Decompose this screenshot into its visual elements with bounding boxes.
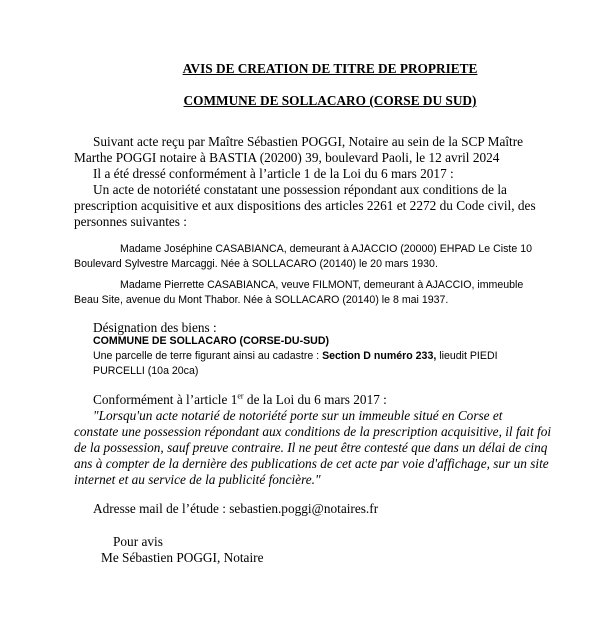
notice-subtitle: COMMUNE DE SOLLACARO (CORSE DU SUD) <box>183 93 477 108</box>
intro-line-1: Suivant acte reçu par Maître Sébastien POGGI, Notaire au sein de la SCP Maître <box>93 134 524 149</box>
conformity-pre: Conformément à l’article 1 <box>93 392 238 407</box>
quote-line-3: de la possession, sauf preuve contraire. Il ne peut être contesté que dans un délai de cinq <box>74 440 548 455</box>
notice-title: AVIS DE CREATION DE TITRE DE PROPRIETE <box>182 61 478 76</box>
person-2-line-1: Madame Pierrette CASABIANCA, veuve FILMONT, demeurant à AJACCIO, immeuble <box>120 279 524 291</box>
person-1-line-1: Madame Joséphine CASABIANCA, demeurant à AJACCIO (20000) EHPAD Le Ciste 10 <box>120 243 532 255</box>
quote-line-5: internet et au service de la publicité foncière." <box>74 472 321 487</box>
parcel-line-1 <box>93 349 498 364</box>
designation-commune: COMMUNE DE SOLLACARO (CORSE-DU-SUD) <box>93 335 329 347</box>
office-email: Adresse mail de l’étude : sebastien.poggi@notaires.fr <box>93 501 379 516</box>
intro-line-6: personnes suivantes : <box>74 214 188 229</box>
parcel-section: Section D numéro 233, <box>322 350 437 362</box>
quote-line-1: "Lorsqu'un acte notarié de notoriété porte sur un immeuble situé en Corse et <box>93 408 503 423</box>
intro-line-4: Un acte de notoriété constatant une possession répondant aux conditions de la <box>93 182 507 197</box>
closing-pour-avis: Pour avis <box>113 534 163 549</box>
conformity-heading <box>93 392 387 409</box>
parcel-pre: Une parcelle de terre figurant ainsi au cadastre : <box>93 350 323 362</box>
intro-line-5: prescription acquisitive et aux dispositions des articles 2261 et 2272 du Code civil, des <box>74 198 536 213</box>
conformity-sup: er <box>237 391 244 401</box>
conformity-post: de la Loi du 6 mars 2017 : <box>243 392 387 407</box>
parcel-line-2: PURCELLI (10a 20ca) <box>93 365 199 377</box>
intro-line-2: Marthe POGGI notaire à BASTIA (20200) 39, boulevard Paoli, le 12 avril 2024 <box>74 150 500 165</box>
quote-line-4: ans à compter de la dernière des publications de cet acte par voie d'affichage, sur un site <box>74 456 549 471</box>
quote-line-2: constate une possession répondant aux conditions de la prescription acquisitive, il fait foi <box>74 424 552 439</box>
person-1-line-2: Boulevard Sylvestre Marcaggi. Née à SOLLACARO (20140) le 20 mars 1930. <box>74 258 438 270</box>
parcel-post: lieudit PIEDI <box>436 350 498 362</box>
designation-heading: Désignation des biens : <box>93 320 217 335</box>
closing-signature: Me Sébastien POGGI, Notaire <box>101 550 264 565</box>
person-2-line-2: Beau Site, avenue du Mont Thabor. Née à SOLLACARO (20140) le 8 mai 1937. <box>74 294 449 306</box>
intro-line-3: Il a été dressé conformément à l’article 1 de la Loi du 6 mars 2017 : <box>93 166 454 181</box>
